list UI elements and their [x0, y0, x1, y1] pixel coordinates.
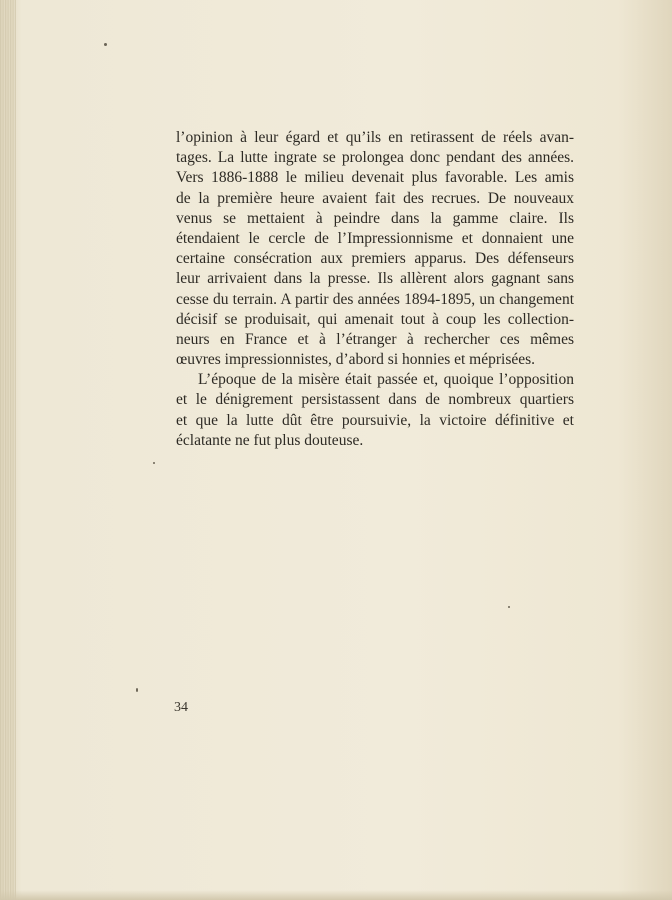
paper-speck	[153, 462, 155, 464]
text-line: neurs en France et à l’étranger à rechercher ces mêmes	[176, 330, 574, 348]
text-line: étendaient le cercle de l’Impressionnisme et donnaient une	[176, 229, 574, 247]
page-bottom-edge	[0, 890, 672, 900]
text-line: certaine consécration aux premiers apparus. Des défenseurs	[176, 250, 574, 268]
page-gutter-edge	[0, 0, 16, 900]
text-line: éclatante ne fut plus douteuse.	[176, 431, 364, 449]
page-number: 34	[174, 700, 188, 715]
text-line: décisif se produisait, qui amenait tout à coup les collection-	[176, 310, 574, 328]
paper-speck	[508, 606, 510, 608]
paper-speck	[104, 43, 107, 46]
text-line: venus se mettaient à peindre dans la gamme claire. Ils	[176, 209, 574, 227]
text-line: Vers 1886-1888 le milieu devenait plus favorable. Les amis	[176, 169, 574, 187]
text-line: tages. La lutte ingrate se prolongea donc pendant des années.	[176, 149, 574, 167]
paper-speck	[136, 688, 138, 692]
text-line: l’opinion à leur égard et qu’ils en retirassent de réels avan-	[176, 129, 574, 146]
text-line: leur arrivaient dans la presse. Ils allèrent alors gagnant sans	[176, 270, 574, 288]
text-line: et le dénigrement persistassent dans de nombreux quartiers	[176, 391, 574, 409]
body-text	[176, 128, 574, 451]
text-line: œuvres impressionnistes, d’abord si honnies et méprisées.	[176, 351, 536, 369]
text-line: et que la lutte dût être poursuivie, la victoire définitive et	[176, 411, 574, 429]
text-line: de la première heure avaient fait des recrues. De nouveaux	[176, 189, 574, 207]
text-line: cesse du terrain. A partir des années 1894-1895, un changement	[176, 290, 574, 308]
text-line: L’époque de la misère était passée et, quoique l’opposition	[198, 371, 574, 389]
